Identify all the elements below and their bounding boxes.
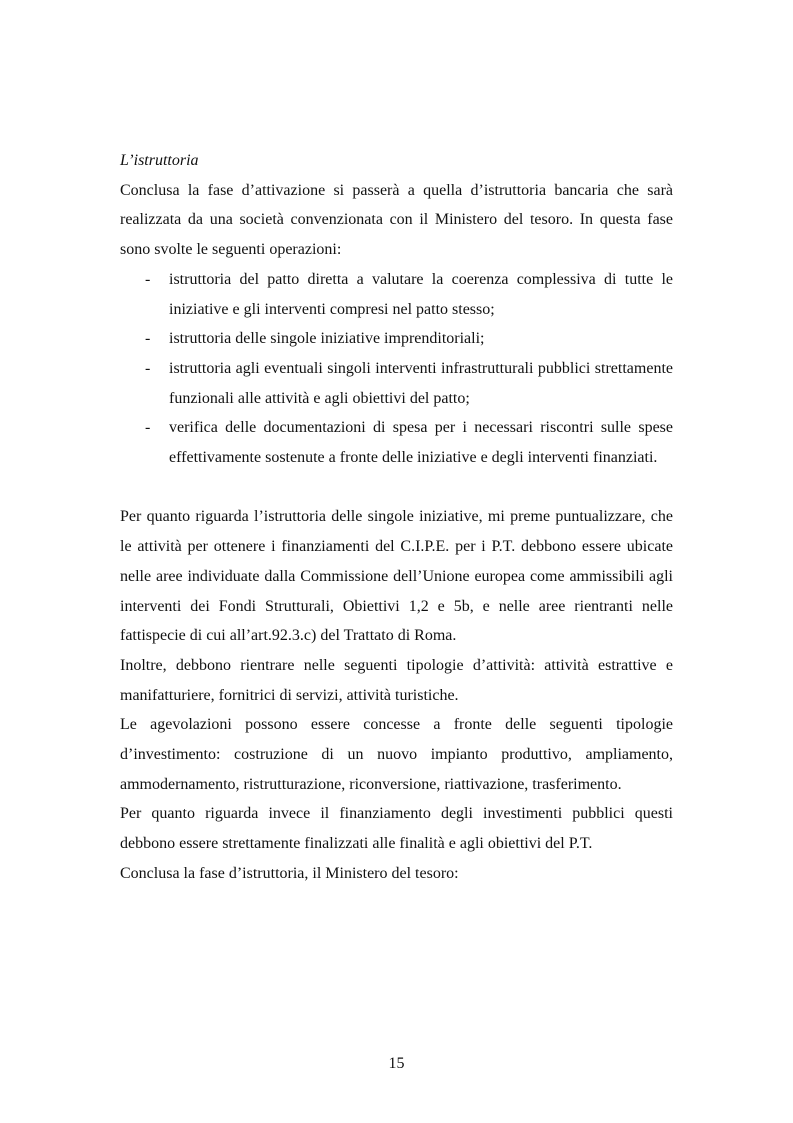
operations-list bbox=[120, 265, 673, 473]
page-body bbox=[120, 146, 673, 889]
intro-paragraph: Conclusa la fase d’attivazione si passerà a quella d’istruttoria bancaria che sarà realizzata da una società convenzionata con il Ministero del tesoro. In questa fase sono svolte le seguenti operazioni: bbox=[120, 181, 673, 259]
list-item bbox=[120, 354, 673, 413]
list-item bbox=[120, 324, 673, 354]
list-item-text: istruttoria del patto diretta a valutare la coerenza complessiva di tutte le iniziative e gli interventi compresi nel patto stesso; bbox=[169, 270, 673, 318]
body-paragraph: Per quanto riguarda l’istruttoria delle singole iniziative, mi preme puntualizzare, che le attività per ottenere i finanziamenti del C.I.P.E. per i P.T. debbono essere ubicate nelle aree individuate dalla Commissione dell’Unione europea come ammissibili agli interventi dei Fondi Strutturali, Obiettivi 1,2 e 5b, e nelle aree rientranti nelle fattispecie di cui all’art.92.3.c) del Trattato di Roma. bbox=[120, 508, 673, 645]
body-paragraph: Per quanto riguarda invece il finanziamento degli investimenti pubblici questi debbono essere strettamente finalizzati alle finalità e agli obiettivi del P.T. bbox=[120, 805, 673, 853]
list-item-text: verifica delle documentazioni di spesa per i necessari riscontri sulle spese effettivamente sostenute a fronte delle iniziative e degli interventi finanziati. bbox=[169, 419, 673, 467]
body-paragraph: Conclusa la fase d’istruttoria, il Ministero del tesoro: bbox=[120, 864, 459, 882]
paragraph-spacer bbox=[120, 473, 673, 503]
bullet-dash: - bbox=[145, 419, 151, 437]
bullet-dash: - bbox=[145, 270, 151, 288]
bullet-dash: - bbox=[145, 359, 151, 377]
body-paragraph: Le agevolazioni possono essere concesse a fronte delle seguenti tipologie d’investimento: costruzione di un nuovo impianto produttivo, ampliamento, ammodernamento, ristrutturazione, riconversione, riattivazione, trasferimento. bbox=[120, 716, 673, 793]
bullet-dash: - bbox=[145, 330, 151, 348]
body-paragraph: Inoltre, debbono rientrare nelle seguenti tipologie d’attività: attività estrattive e manifatturiere, fornitrici di servizi, attività turistiche. bbox=[120, 656, 673, 704]
list-item-text: istruttoria delle singole iniziative imprenditoriali; bbox=[169, 330, 485, 348]
page-number: 15 bbox=[388, 1055, 405, 1072]
list-item-text: istruttoria agli eventuali singoli interventi infrastrutturali pubblici strettamente funzionali alle attività e agli obiettivi del patto; bbox=[169, 359, 673, 407]
list-item bbox=[120, 413, 673, 472]
section-heading: L’istruttoria bbox=[120, 152, 199, 169]
list-item bbox=[120, 265, 673, 324]
